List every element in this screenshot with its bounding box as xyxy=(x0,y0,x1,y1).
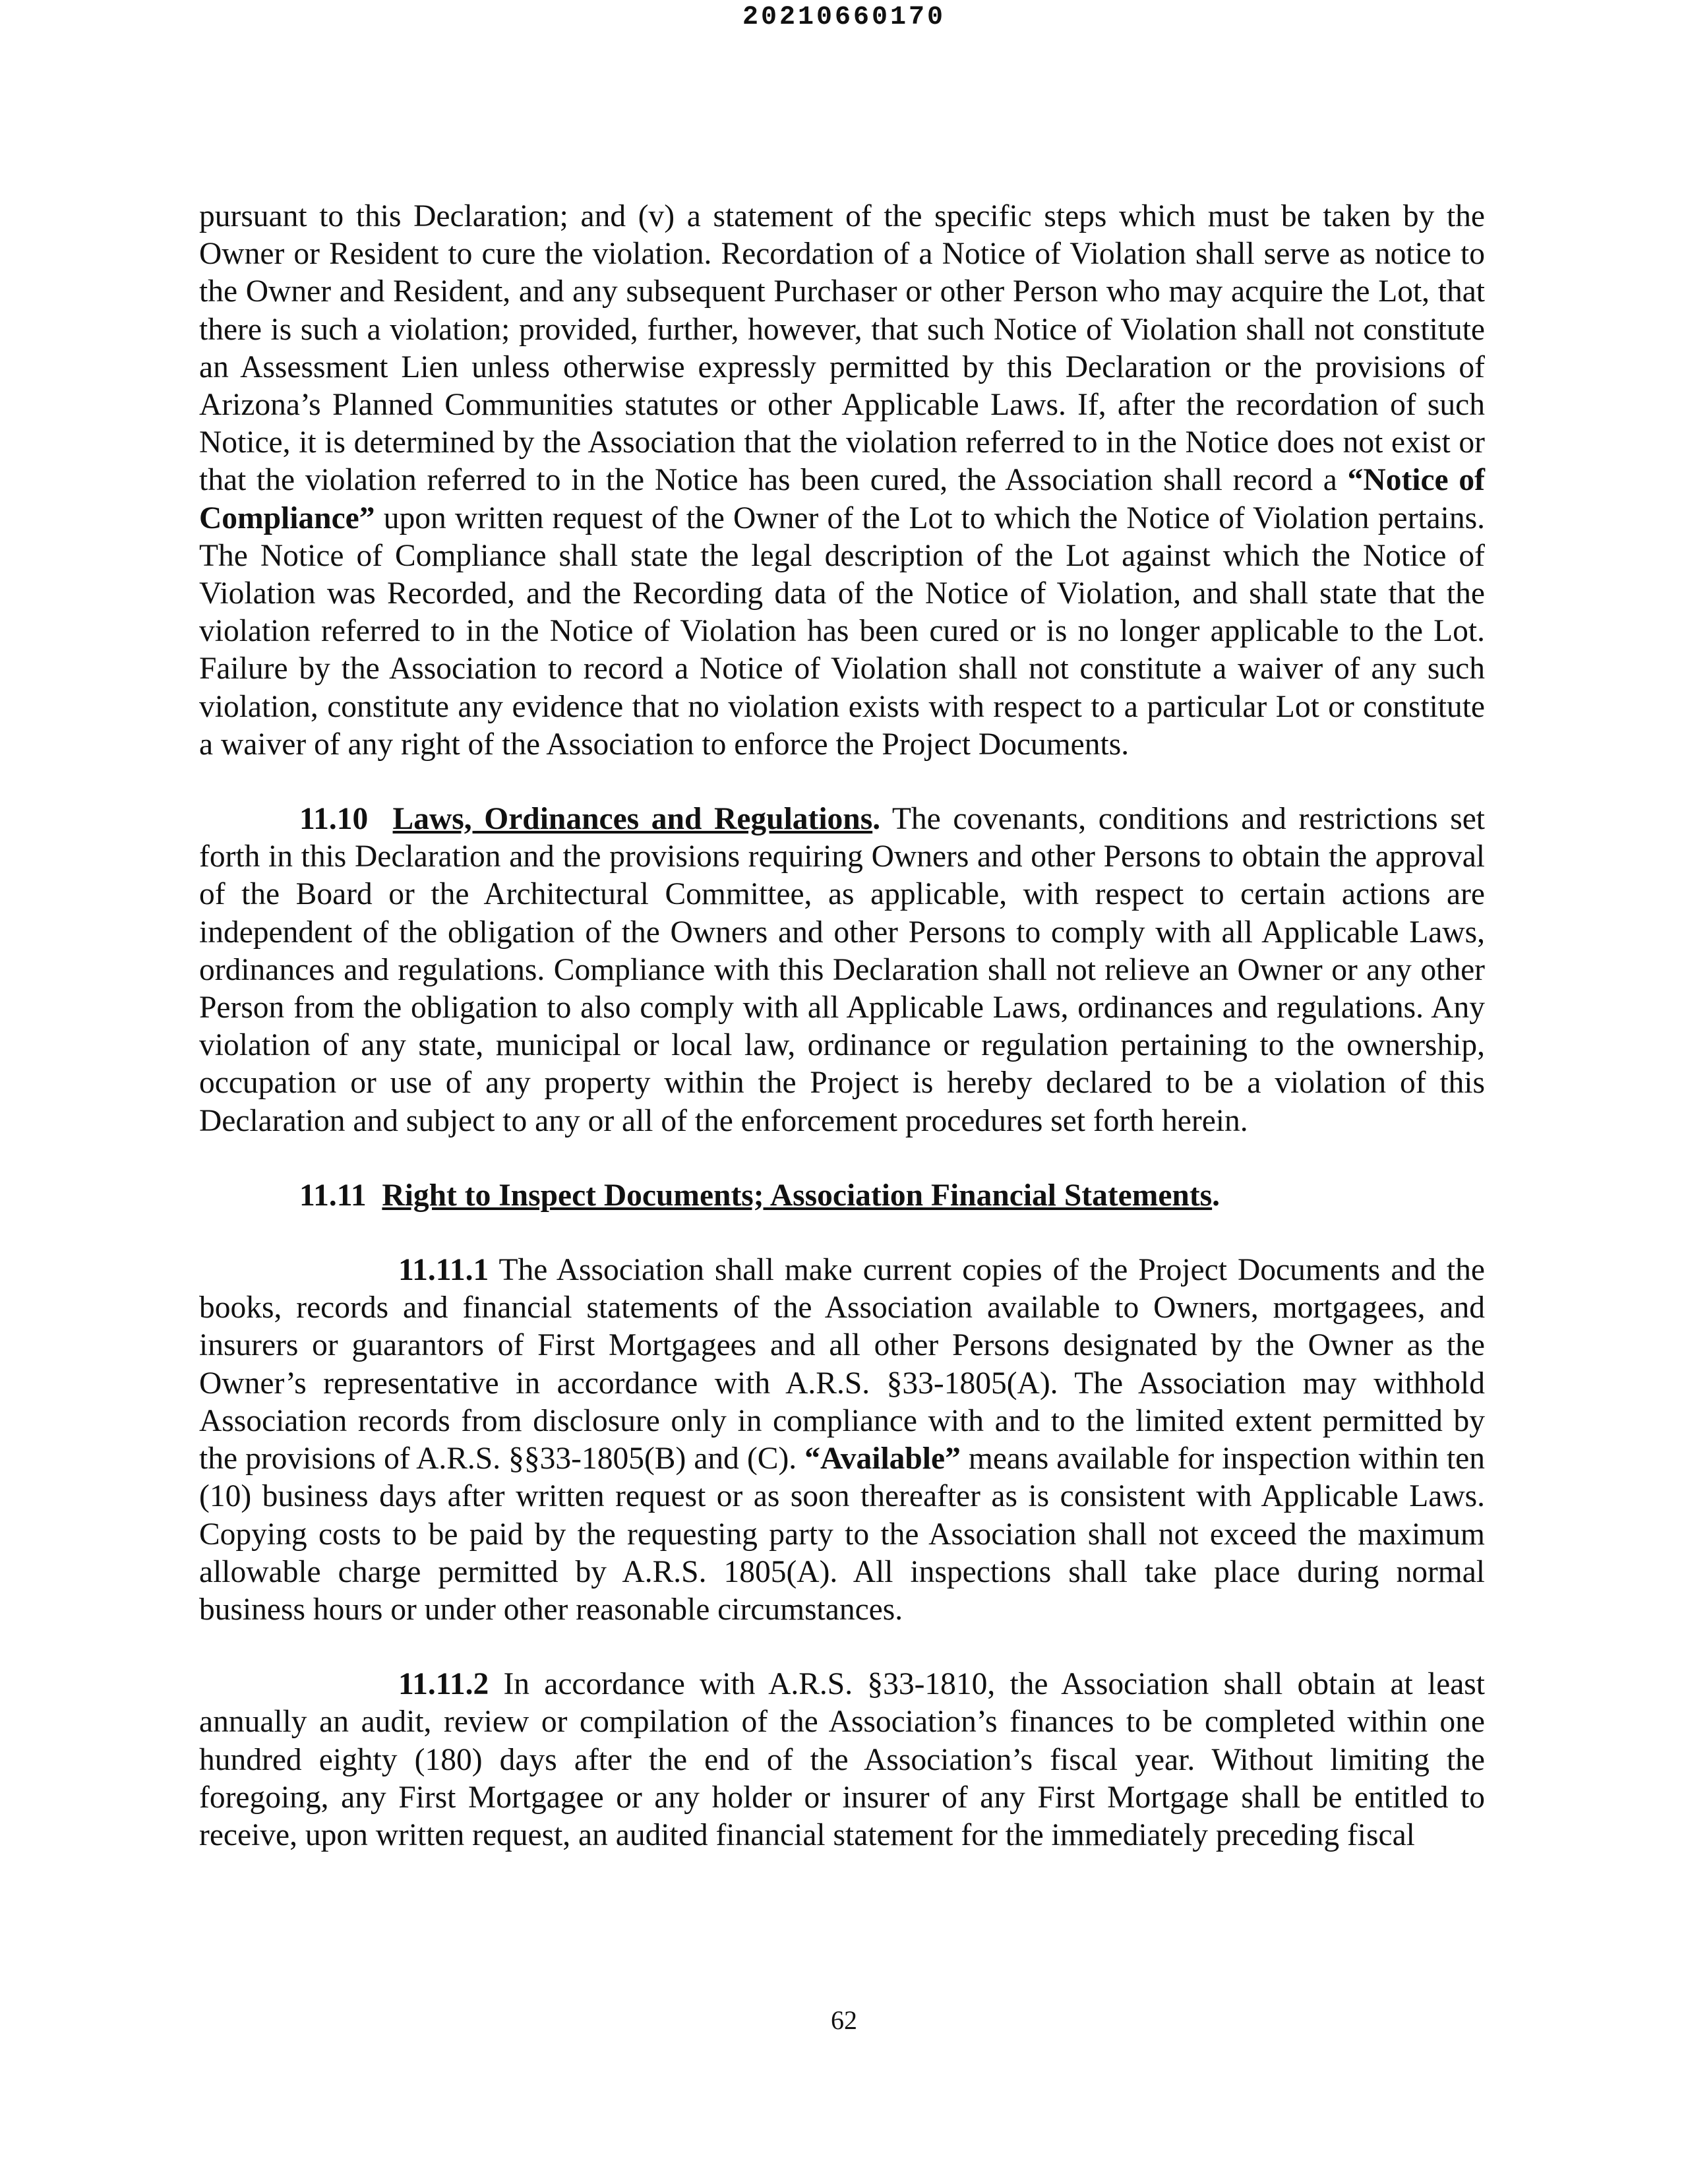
paragraph-spacer xyxy=(199,764,1485,801)
section-11-11-heading: 11.11 Right to Inspect Documents; Association Financial Statements. xyxy=(299,1178,1220,1213)
document-number: 20210660170 xyxy=(742,3,946,32)
continuation-text-after: upon written request of the Owner of the Lot to which the Notice of Violation pertains. The Notice of Compliance shall state the legal description of the Lot against which the Notice of Violation was Recorded, and the Recording data of the Notice of Violation, and shall state that the violation referred to in the Notice of Violation has been cured or is no longer applicable to the Lot. Failure by the Association to record a Notice of Violation shall not constitute a waiver of any such violation, constitute any evidence that no violation exists with respect to a particular Lot or constitute a waiver of any right of the Association to enforce the Project Documents. xyxy=(199,501,1485,762)
section-11-10-paragraph: 11.10 Laws, Ordinances and Regulations. The covenants, conditions and restrictions set forth in this Declaration and the provisions requiring Owners and other Persons to obtain the approval of the Board or the Architectural Committee, as applicable, with respect to certain actions are independent of the obligation of the Owners and other Persons to comply with all Applicable Laws, ordinances and regulations. Compliance with this Declaration shall not relieve an Owner or any other Person from the obligation to also comply with all Applicable Laws, ordinances and regulations. Any violation of any state, municipal or local law, ordinance or regulation pertaining to the ownership, occupation or use of any property within the Project is hereby declared to be a violation of this Declaration and subject to any or all of the enforcement procedures set forth herein. xyxy=(199,802,1485,1138)
section-11-11-number: 11.11 xyxy=(299,1178,367,1213)
section-11-11-1-number: 11.11.1 xyxy=(398,1253,489,1288)
section-11-11-2-paragraph xyxy=(199,1666,1485,1854)
section-11-11-title: Right to Inspect Documents; Association Financial Statements xyxy=(382,1178,1213,1213)
defined-term-available: “Available” xyxy=(804,1441,961,1476)
document-body xyxy=(199,198,1485,1854)
paragraph-spacer xyxy=(199,1215,1485,1252)
section-11-10-title: Laws, Ordinances and Regulations xyxy=(392,802,873,837)
paragraph-spacer xyxy=(199,1629,1485,1666)
section-11-10-number: 11.10 xyxy=(299,802,369,837)
section-11-11-2-number: 11.11.2 xyxy=(398,1667,489,1702)
section-11-10-body: The covenants, conditions and restrictions set forth in this Declaration and the provisions requiring Owners and other Persons to obtain the approval of the Board or the Architectural Committee, as applicable, with respect to certain actions are independent of the obligation of the Owners and other Persons to comply with all Applicable Laws, ordinances and regulations. Compliance with this Declaration shall not relieve an Owner or any other Person from the obligation to also comply with all Applicable Laws, ordinances and regulations. Any violation of any state, municipal or local law, ordinance or regulation pertaining to the ownership, occupation or use of any property within the Project is hereby declared to be a violation of this Declaration and subject to any or all of the enforcement procedures set forth herein. xyxy=(199,802,1485,1138)
continuation-paragraph xyxy=(199,198,1485,764)
section-11-11-2-body: In accordance with A.R.S. §33-1810, the Association shall obtain at least annually an audit, review or compilation of the Association’s finances to be completed within one hundred eighty (180) days after the end of the Association’s fiscal year. Without limiting the foregoing, any First Mortgagee or any holder or insurer of any First Mortgage shall be entitled to receive, upon written request, an audited financial statement for the immediately preceding fiscal xyxy=(199,1667,1485,1852)
page-number: 62 xyxy=(831,2005,857,2035)
section-11-11-1-text-after: means available for inspection within ten (10) business days after written request or as soon thereafter as is consistent with Applicable Laws. Copying costs to be paid by the requesting party to the Association shall not exceed the maximum allowable charge permitted by A.R.S. 1805(A). All inspections shall take place during normal business hours or under other reasonable circumstances. xyxy=(199,1441,1485,1627)
section-11-11-1-paragraph xyxy=(199,1252,1485,1629)
defined-term-notice-of-compliance: “Notice of Compliance” xyxy=(199,463,1485,535)
paragraph-spacer xyxy=(199,1140,1485,1177)
section-11-11-1-text-before: The Association shall make current copies of the Project Documents and the books, records and financial statements of the Association available to Owners, mortgagees, and insurers or guarantors of First Mortgagees and all other Persons designated by the Owner as the Owner’s representative in accordance with A.R.S. §33-1805(A). The Association may withhold Association records from disclosure only in compliance with and to the limited extent permitted by the provisions of A.R.S. §§33-1805(B) and (C). xyxy=(199,1253,1485,1476)
continuation-text-before: pursuant to this Declaration; and (v) a statement of the specific steps which must be taken by the Owner or Resident to cure the violation. Recordation of a Notice of Violation shall serve as notice to the Owner and Resident, and any subsequent Purchaser or other Person who may acquire the Lot, that there is such a violation; provided, further, however, that such Notice of Violation shall not constitute an Assessment Lien unless otherwise expressly permitted by this Declaration or the provisions of Arizona’s Planned Communities statutes or other Applicable Laws. If, after the recordation of such Notice, it is determined by the Association that the violation referred to in the Notice does not exist or that the violation referred to in the Notice has been cured, the Association shall record a xyxy=(199,199,1485,498)
